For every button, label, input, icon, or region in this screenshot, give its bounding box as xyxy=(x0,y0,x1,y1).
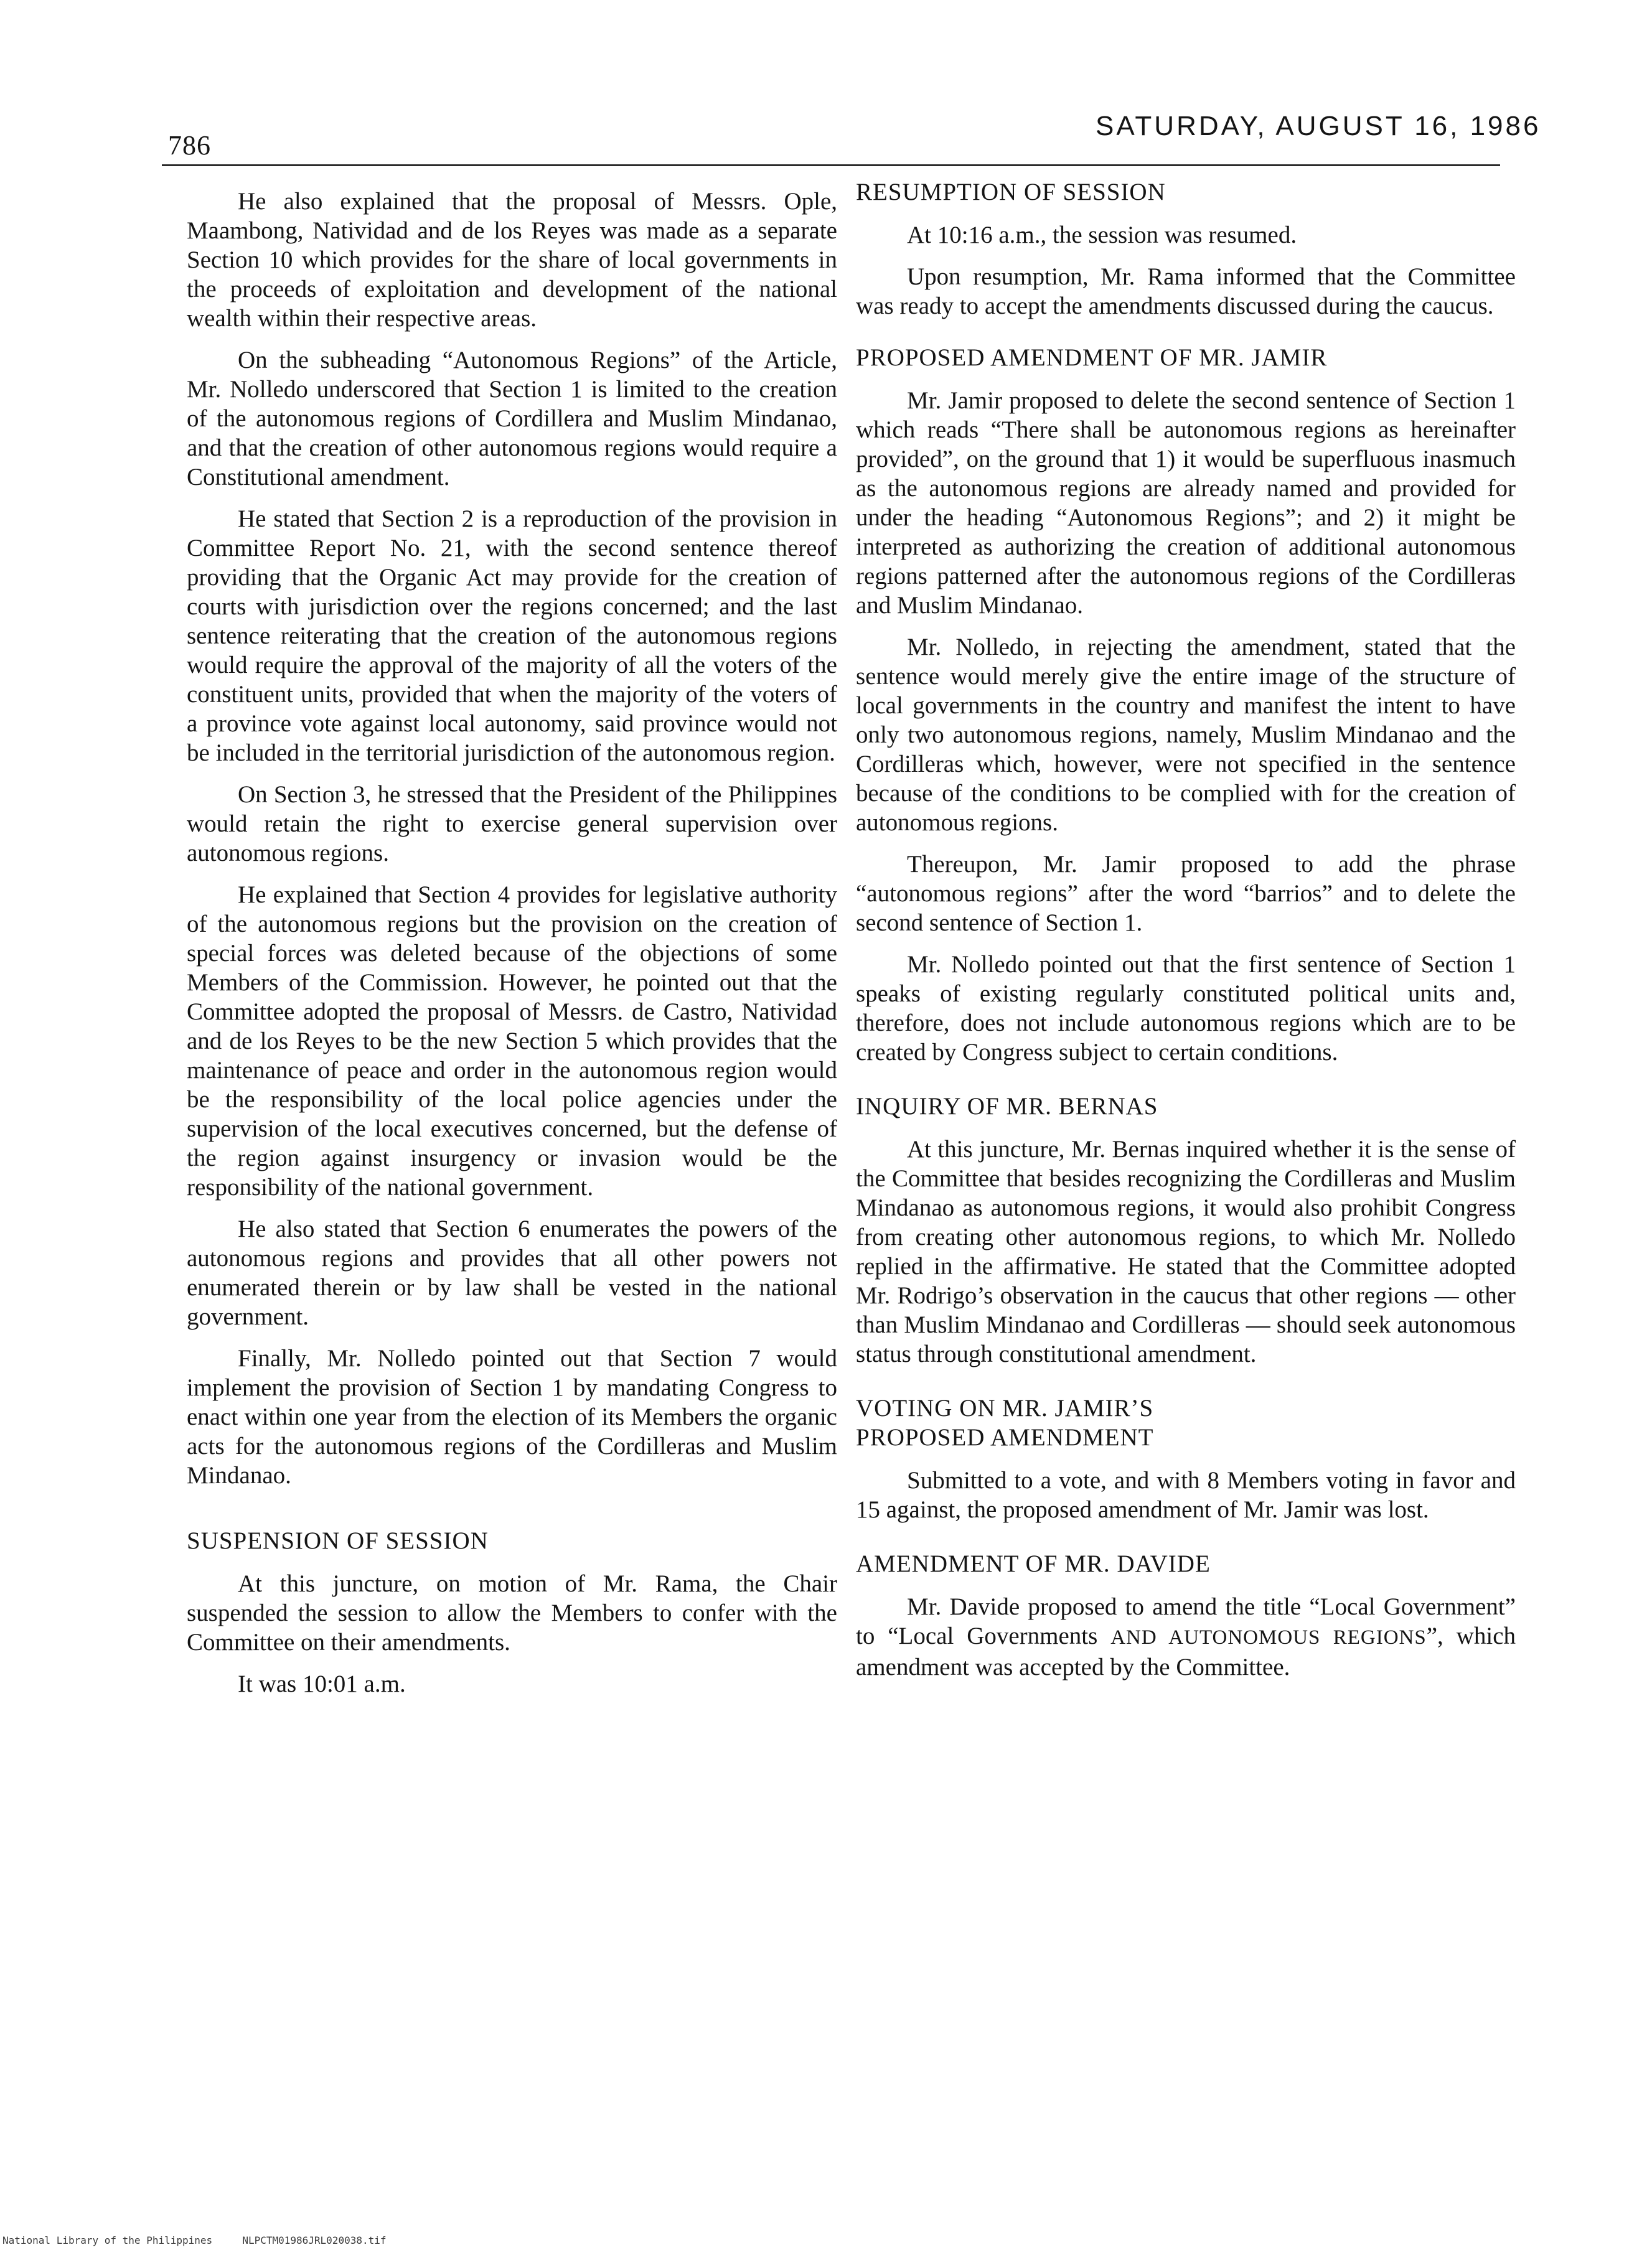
section-heading-voting xyxy=(856,1394,1516,1452)
paragraph: On Section 3, he stressed that the President of the Philippines would retain the right to exercise general supervision over autonomous regions. xyxy=(187,781,837,866)
paragraph: He also explained that the proposal of Messrs. Ople, Maambong, Natividad and de los Reyes was made as a separate Section 10 which provides for the share of local governments in the proceeds of exploitation and development of the national wealth within their respective areas. xyxy=(187,188,837,332)
heading-line: VOTING ON MR. JAMIR’S xyxy=(856,1395,1154,1422)
left-column xyxy=(187,187,837,1711)
paragraph: He explained that Section 4 provides for legislative authority of the autonomous regions but the provision on the creation of special forces was deleted because of the objections of some Members of the Commission. However, he pointed out that the Committee adopted the proposal of Messrs. de Castro, Natividad and de los Reyes to be the new Section 5 which provides that the maintenance of peace and order in the autonomous region would be the responsibility of the local police agencies under the supervision of the local executives concerned, but the defense of the region against insurgency or invasion would be the responsibility of the national government. xyxy=(187,881,837,1201)
paragraph: Finally, Mr. Nolledo pointed out that Section 7 would implement the provision of Section 1 by mandating Congress to enact within one year from the election of its Members the organic acts for the autonomous regions of the Cordilleras and Muslim Mindanao. xyxy=(187,1345,837,1489)
small-caps-text: AND AUTONOMOUS REGIONS xyxy=(1110,1626,1427,1649)
text-run: Mr. Davide proposed to amend the title “Local Government” to “Local Governments xyxy=(856,1593,1516,1649)
header-rule xyxy=(162,164,1500,166)
right-column xyxy=(856,177,1516,1694)
footer-credit: National Library of the Philippines NLPCTM01986JRL020038.tif xyxy=(2,2234,387,2246)
text-run: ”, which amendment was accepted by the Committee. xyxy=(856,1623,1516,1680)
heading-line: PROPOSED AMENDMENT xyxy=(856,1424,1154,1451)
paragraph: He stated that Section 2 is a reproduction of the provision in Committee Report No. 21, with the second sentence thereof providing that the Organic Act may provide for the creation of courts with jurisdiction over the regions concerned; and the last sentence reiterating that the creation of the autonomous regions would require the approval of the majority of all the voters of the constituent units, provided that when the majority of the voters of a province vote against local autonomy, said province would not be included in the territorial jurisdiction of the autonomous region. xyxy=(187,505,837,766)
paragraph: At this juncture, Mr. Bernas inquired whether it is the sense of the Committee that besides recognizing the Cordilleras and Muslim Mindanao as autonomous regions, it would also prohibit Congress from creating other autonomous regions, to which Mr. Nolledo replied in the affirmative. He stated that the Committee adopted Mr. Rodrigo’s observation in the caucus that other regions — other than Muslim Mindanao and Cordilleras — should seek autonomous status through constitutional amendment. xyxy=(856,1136,1516,1367)
section-heading-jamir: PROPOSED AMENDMENT OF MR. JAMIR xyxy=(856,344,1328,371)
section-heading-bernas: INQUIRY OF MR. BERNAS xyxy=(856,1093,1158,1120)
paragraph: At 10:16 a.m., the session was resumed. xyxy=(907,222,1297,248)
page-date: SATURDAY, AUGUST 16, 1986 xyxy=(1096,111,1541,141)
paragraph: It was 10:01 a.m. xyxy=(238,1671,406,1697)
section-heading-davide: AMENDMENT OF MR. DAVIDE xyxy=(856,1550,1211,1577)
paragraph: He also stated that Section 6 enumerates the powers of the autonomous regions and provides that all other powers not enumerated therein or by law shall be vested in the national government. xyxy=(187,1216,837,1330)
section-heading-resumption: RESUMPTION OF SESSION xyxy=(856,179,1166,205)
paragraph: Mr. Jamir proposed to delete the second sentence of Section 1 which reads “There shall be autonomous regions as hereinafter provided”, on the ground that 1) it would be superfluous inasmuch as the autonomous regions are already named and provided for under the heading “Autonomous Regions”; and 2) it might be interpreted as authorizing the creation of additional autonomous regions patterned after the autonomous regions of the Cordilleras and Muslim Mindanao. xyxy=(856,387,1516,619)
page-number: 786 xyxy=(168,130,211,161)
paragraph: Upon resumption, Mr. Rama informed that the Committee was ready to accept the amendments discussed during the caucus. xyxy=(856,263,1516,319)
paragraph xyxy=(856,1592,1516,1682)
section-heading-suspension: SUSPENSION OF SESSION xyxy=(187,1527,489,1554)
paragraph: Mr. Nolledo pointed out that the first sentence of Section 1 speaks of existing regularly constituted political units and, therefore, does not include autonomous regions which are to be created by Congress subject to certain conditions. xyxy=(856,951,1516,1066)
paragraph: Thereupon, Mr. Jamir proposed to add the phrase “autonomous regions” after the word “barrios” and to delete the second sentence of Section 1. xyxy=(856,851,1516,936)
paragraph: On the subheading “Autonomous Regions” of the Article, Mr. Nolledo underscored that Section 1 is limited to the creation of the autonomous regions of Cordillera and Muslim Mindanao, and that the creation of other autonomous regions would require a Constitutional amendment. xyxy=(187,347,837,490)
paragraph: Submitted to a vote, and with 8 Members voting in favor and 15 against, the proposed amendment of Mr. Jamir was lost. xyxy=(856,1467,1516,1523)
paragraph: At this juncture, on motion of Mr. Rama, the Chair suspended the session to allow the Members to confer with the Committee on their amendments. xyxy=(187,1570,837,1656)
paragraph: Mr. Nolledo, in rejecting the amendment, stated that the sentence would merely give the entire image of the structure of local governments in the country and manifest the intent to have only two autonomous regions, namely, Muslim Mindanao and the Cordilleras which, however, were not specified in the sentence because of the conditions to be complied with for the creation of autonomous regions. xyxy=(856,634,1516,836)
